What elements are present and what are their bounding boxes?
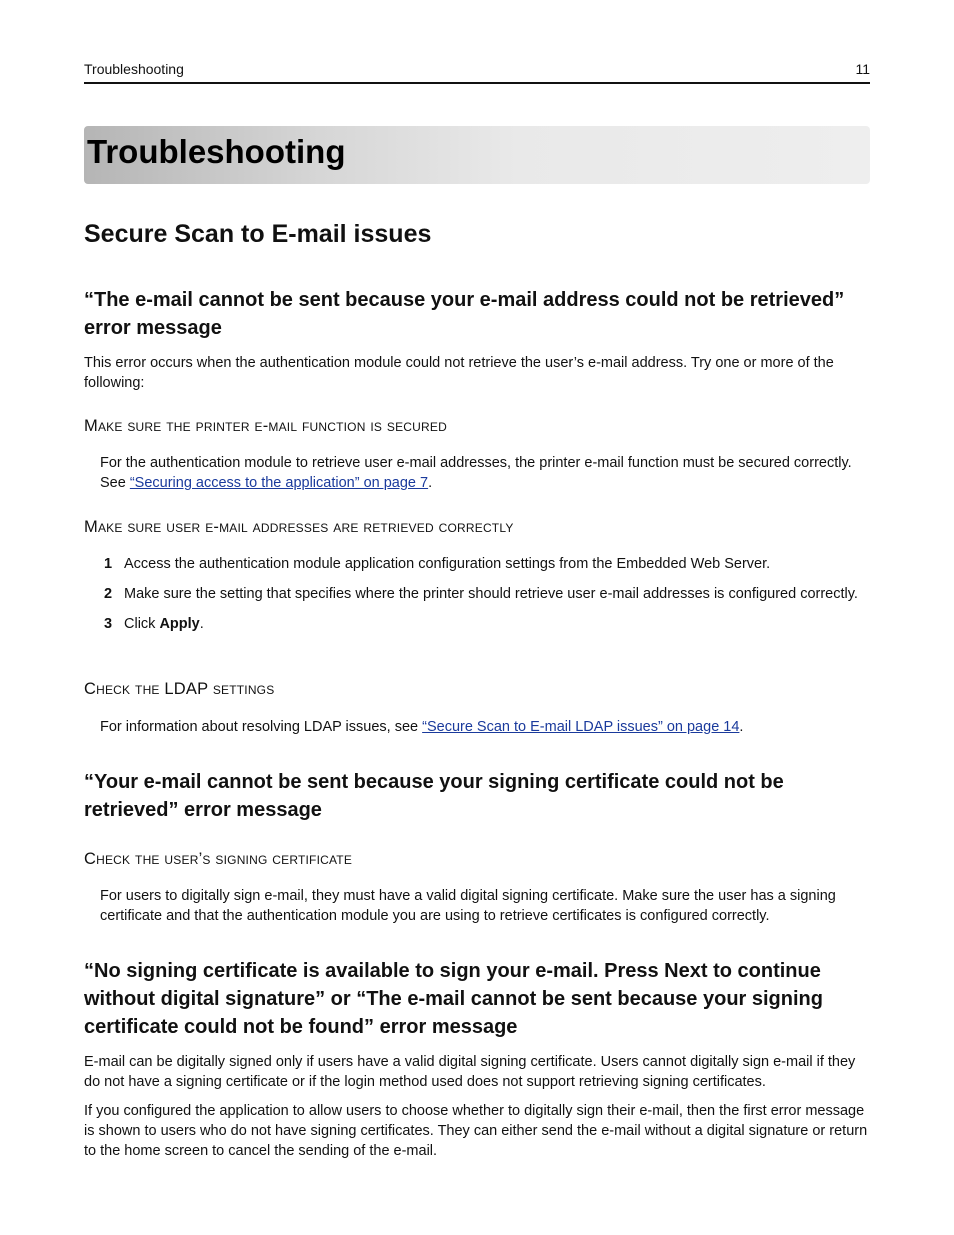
- step-number: 3: [104, 616, 113, 632]
- link-securing-access[interactable]: “Securing access to the application” on page 7: [129, 475, 429, 491]
- link-ldap-issues[interactable]: “Secure Scan to E-mail LDAP issues” on page 14: [422, 719, 740, 735]
- solution-text-ldap: [100, 717, 870, 737]
- step-text: Make sure the setting that specifies where the printer should retrieve user e-mail addresses is configured correctly.: [124, 586, 858, 602]
- issue-3-paragraph-1: E-mail can be digitally signed only if users have a valid digital signing certificate. Users cannot digitally sign e-mail if they do not have a signing certificate or if the login method used does not support retrieving signing certificates.: [84, 1054, 856, 1090]
- issue-1-title: “The e-mail cannot be sent because your e-mail address could not be retrieved” error message: [84, 289, 845, 339]
- solution-title-email-function: Make sure the printer e-mail function is secured: [84, 417, 447, 435]
- issue-1-intro: This error occurs when the authentication module could not retrieve the user’s e-mail address. Try one or more of the following:: [84, 355, 834, 391]
- step-item: [104, 614, 870, 634]
- step-text: Access the authentication module application configuration settings from the Embedded Web Server.: [124, 556, 771, 572]
- solution-text: For the authentication module to retrieve user e-mail addresses, the printer e-mail function must be secured correctly. See: [100, 455, 852, 491]
- step-text-post: .: [199, 616, 204, 632]
- solution-text-signing-certificate: For users to digitally sign e-mail, they must have a valid digital signing certificate. Make sure the user has a signing certificate and that the authentication module you are using to retrieve certificates is configured correctly.: [100, 888, 836, 924]
- solution-title-ldap: Check the LDAP settings: [84, 680, 275, 698]
- apply-button-label: Apply: [159, 616, 200, 632]
- chapter-title-bar: [84, 126, 870, 184]
- issue-2-title: “Your e-mail cannot be sent because your signing certificate could not be retrieved” error message: [84, 771, 784, 821]
- step-number: 1: [104, 556, 113, 572]
- solution-title-addresses: Make sure user e-mail addresses are retrieved correctly: [84, 518, 514, 536]
- chapter-title: Troubleshooting: [87, 133, 346, 170]
- section-title: Secure Scan to E-mail issues: [84, 220, 432, 248]
- solution-text: For information about resolving LDAP issues, see: [100, 719, 423, 735]
- solution-title-signing-certificate: Check the user’s signing certificate: [84, 850, 353, 868]
- step-text-pre: Click: [124, 616, 160, 632]
- issue-3-title: “No signing certificate is available to sign your e-mail. Press Next to continue without digital signature” or “The e-mail cannot be sent because your signing certificate could not be found” error message: [84, 960, 823, 1038]
- sentence-end: .: [739, 719, 744, 735]
- step-item: [104, 584, 870, 604]
- running-header: [84, 60, 870, 84]
- page-number: 11: [855, 61, 870, 77]
- step-number: 2: [104, 586, 113, 602]
- steps-list: [104, 554, 870, 644]
- solution-text-email-function: [100, 453, 870, 493]
- step-item: [104, 554, 870, 574]
- sentence-end: .: [428, 475, 433, 491]
- issue-3-paragraph-2: If you configured the application to allow users to choose whether to digitally sign their e-mail, then the first error message is shown to users who do not have signing certificates. They can either send the e-mail without a digital signature or return to the home screen to cancel the sending of the e-mail.: [84, 1103, 868, 1159]
- header-section-name: Troubleshooting: [84, 61, 184, 77]
